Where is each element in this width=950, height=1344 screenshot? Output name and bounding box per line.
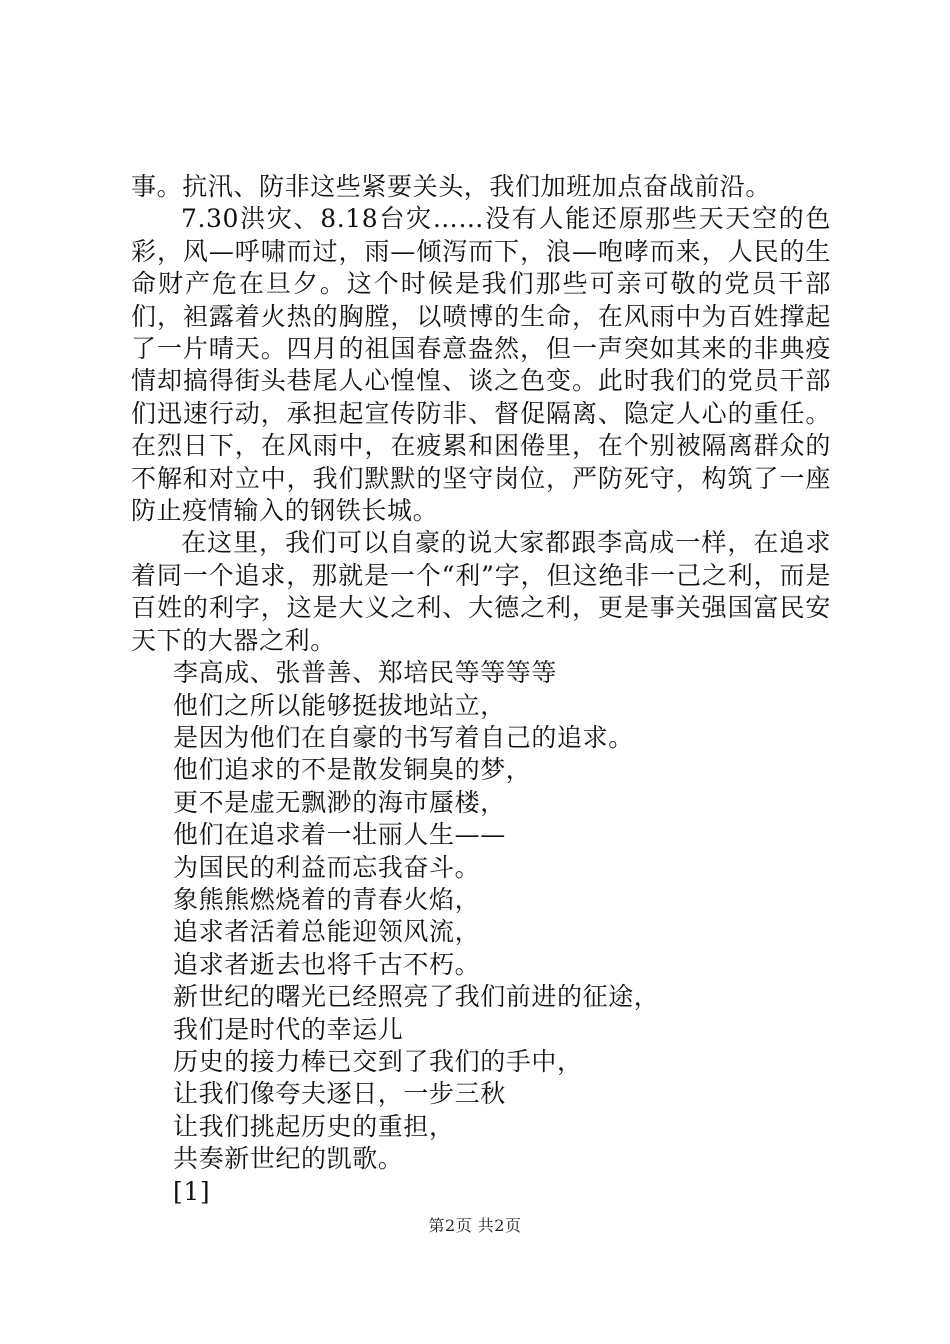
verse-block [131,657,831,1208]
verse-line: 追求者逝去也将千古不朽。 [173,949,481,979]
paragraph-2: 7.30洪灾、8.18台灾……没有人能还原那些天天空的色彩，风—呼啸而过，雨—倾泻而下，浪—咆哮而来，人民的生命财产危在旦夕。这个时候是我们那些可亲可敬的党员干部们，袒露着火热的胸膛，以喷博的生命，在风雨中为百姓撑起了一片晴天。四月的祖国春意盎然，但一声突如其来的非典疫情却搞得街头巷尾人心惶惶、谈之色变。此时我们的党员干部们迅速行动，承担起宣传防非、督促隔离、隐定人心的重任。在烈日下，在风雨中，在疲累和困倦里，在个别被隔离群众的不解和对立中，我们默默的坚守岗位，严防死守，构筑了一座防止疫情输入的钢铁长城。 [131,204,831,526]
paragraph-1: 事。抗汛、防非这些紧要关头，我们加班加点奋战前沿。 [131,172,772,201]
page-footer: 第2页 共2页 [428,1216,522,1235]
verse-line: 为国民的利益而忘我奋斗。 [173,852,481,882]
verse-line: 他们追求的不是散发铜臭的梦， [173,755,532,785]
verse-line: 他们在追求着一壮丽人生—— [173,820,506,850]
verse-line: 共奏新世纪的凯歌。 [173,1144,404,1174]
verse-line: 象熊熊燃烧着的青春火焰， [173,884,481,914]
verse-line: 他们之所以能够挺拔地站立， [173,690,506,720]
verse-line: 更不是虚无飘渺的海市蜃楼， [173,787,506,817]
verse-line: 是因为他们在自豪的书写着自己的追求。 [173,722,634,752]
verse-line: 历史的接力棒已交到了我们的手中， [173,1046,583,1076]
document-body [131,171,831,1208]
verse-line: 李高成、张普善、郑培民等等等等 [173,658,558,688]
verse-line: 我们是时代的幸运儿 [173,1014,404,1044]
verse-line: 新世纪的曙光已经照亮了我们前进的征途， [173,982,660,1012]
verse-line: 让我们像夸夫逐日，一步三秋 [173,1079,506,1109]
paragraph-3: 在这里，我们可以自豪的说大家都跟李高成一样，在追求着同一个追求，那就是一个“利”字，但这绝非一己之利，而是百姓的利字，这是大义之利、大德之利，更是事关强国富民安天下的大器之利。 [131,528,831,655]
footnote-marker: [1] [173,1176,211,1206]
verse-line: 追求者活着总能迎领风流， [173,917,481,947]
verse-line: 让我们挑起历史的重担， [173,1111,455,1141]
